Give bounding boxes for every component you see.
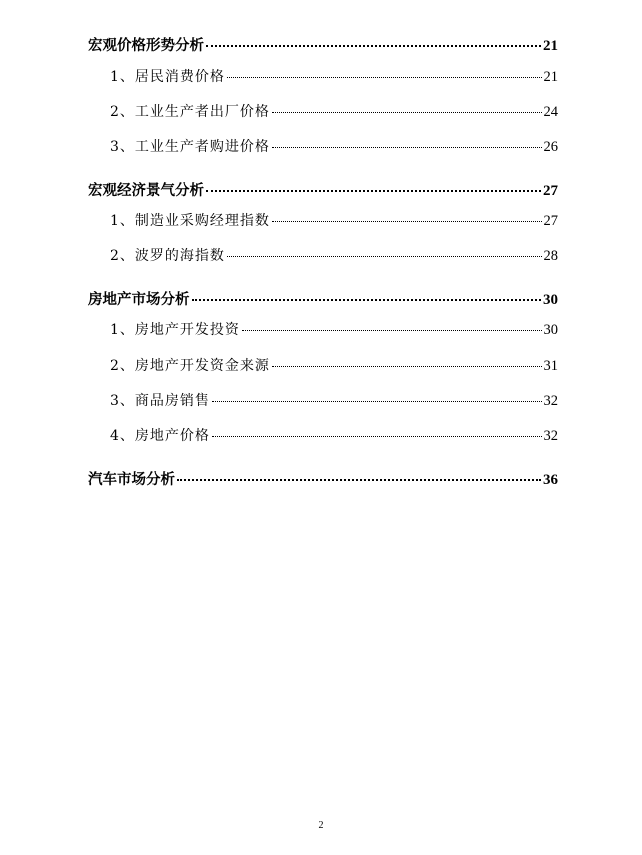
toc-entry-title: 1、居民消费价格 — [110, 69, 225, 85]
toc-entry-page: 32 — [543, 428, 558, 444]
toc-entry-ppi[interactable] — [88, 101, 558, 121]
dot-leader — [206, 45, 541, 47]
toc-entry-re-price[interactable] — [88, 425, 558, 445]
toc-entry-baltic-index[interactable] — [88, 245, 558, 265]
toc-entry-page: 30 — [543, 322, 558, 338]
toc-entry-housing-sales[interactable] — [88, 390, 558, 410]
toc-entry-title: 2、房地产开发资金来源 — [110, 358, 270, 374]
toc-entry-page: 21 — [543, 38, 558, 54]
toc-entry-page: 26 — [543, 139, 558, 155]
toc-entry-pmi[interactable] — [88, 210, 558, 230]
toc-entry-page: 36 — [543, 472, 558, 488]
toc-entry-title: 1、制造业采购经理指数 — [110, 213, 270, 229]
dot-leader — [272, 147, 542, 148]
toc-entry-title: 4、房地产价格 — [110, 428, 210, 444]
toc-entry-re-investment[interactable] — [88, 319, 558, 339]
toc-entry-real-estate[interactable] — [88, 288, 558, 309]
dot-leader — [212, 401, 542, 402]
toc-entry-page: 21 — [543, 69, 558, 85]
toc-entry-page: 32 — [543, 393, 558, 409]
dot-leader — [212, 436, 542, 437]
dot-leader — [177, 479, 541, 481]
dot-leader — [242, 330, 542, 331]
dot-leader — [272, 221, 542, 222]
toc-entry-page: 31 — [543, 358, 558, 374]
toc-entry-re-funding[interactable] — [88, 355, 558, 375]
dot-leader — [272, 112, 542, 113]
toc-entry-macro-price[interactable] — [88, 34, 558, 55]
toc-entry-title: 2、波罗的海指数 — [110, 248, 225, 264]
toc-entry-title: 3、工业生产者购进价格 — [110, 139, 270, 155]
toc-entry-macro-economy[interactable] — [88, 179, 558, 200]
toc-entry-page: 27 — [543, 213, 558, 229]
dot-leader — [192, 299, 542, 301]
toc-entry-page: 28 — [543, 248, 558, 264]
dot-leader — [206, 190, 541, 192]
toc-entry-title: 2、工业生产者出厂价格 — [110, 104, 270, 120]
toc-entry-title: 汽车市场分析 — [88, 471, 175, 488]
toc-entry-page: 27 — [543, 183, 558, 199]
dot-leader — [227, 256, 542, 257]
toc-entry-cpi[interactable] — [88, 66, 558, 86]
toc-entry-title: 房地产市场分析 — [88, 291, 190, 308]
toc-entry-page: 24 — [543, 104, 558, 120]
toc-entry-title: 宏观经济景气分析 — [88, 182, 204, 199]
toc-entry-title: 宏观价格形势分析 — [88, 37, 204, 54]
dot-leader — [227, 77, 542, 78]
toc-entry-purchase-price[interactable] — [88, 136, 558, 156]
dot-leader — [272, 366, 542, 367]
toc-entry-title: 3、商品房销售 — [110, 393, 210, 409]
toc-entry-title: 1、房地产开发投资 — [110, 322, 240, 338]
page-number: 2 — [318, 820, 324, 831]
toc-entry-auto-market[interactable] — [88, 468, 558, 489]
toc-entry-page: 30 — [543, 292, 558, 308]
